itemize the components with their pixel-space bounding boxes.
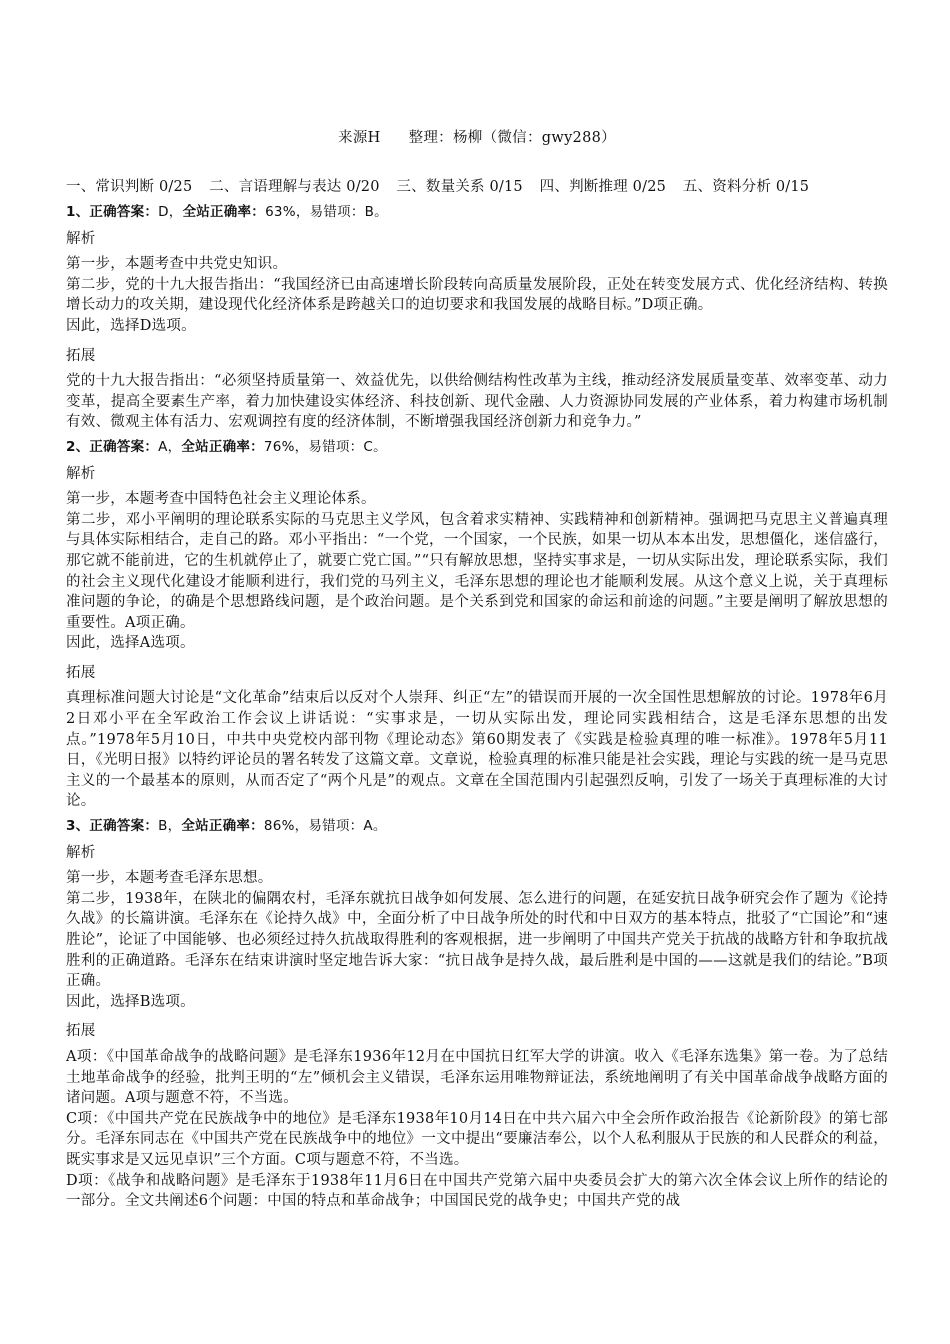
question-block <box>66 437 888 812</box>
page-header <box>66 126 888 147</box>
question-block <box>66 202 888 433</box>
analysis-label: 解析 <box>66 465 96 482</box>
analysis-paragraph: 因此，选择B选项。 <box>66 993 195 1010</box>
section-score: 一、常识判断 0/25 <box>66 179 193 195</box>
answer-line: 2、正确答案：A，全站正确率：76%，易错项：C。 <box>66 438 387 455</box>
section-score: 五、资料分析 0/15 <box>682 179 810 195</box>
answer-line: 3、正确答案：B，全站正确率：86%，易错项：A。 <box>66 818 387 835</box>
analysis-paragraph: 第一步，本题考查中共党史知识。 <box>66 256 288 273</box>
analysis-paragraph: 第二步，邓小平阐明的理论联系实际的马克思主义学风，包含着求实精神、实践精神和创新精神。强调把马克思主义普遍真理与具体实际相结合，走自己的路。邓小平指出：“一个党，一个国家，一个民族，如果一切从本本出发，思想僵化，迷信盛行，那它就不能前进，它的生机就停止了，就要亡党亡国。”“只有解放思想，坚持实事求是，一切从实际出发，理论联系实际，我们的社会主义现代化建设才能顺利进行，我们党的马列主义，毛泽东思想的理论也才能顺利发展。从这个意义上说，关于真理标准问题的争论，的确是个思想路线问题，是个政治问题。是个关系到党和国家的命运和前途的问题。”主要是阐明了解放思想的重要性。A项正确。 <box>66 511 888 631</box>
extension-label: 拓展 <box>66 1023 96 1040</box>
analysis-paragraph: 第一步，本题考查中国特色社会主义理论体系。 <box>66 491 376 508</box>
section-score-summary <box>66 175 888 196</box>
analysis-paragraph: 因此，选择D选项。 <box>66 317 196 334</box>
analysis-paragraph: 因此，选择A选项。 <box>66 635 195 652</box>
analysis-paragraph: 第二步，党的十九大报告指出：“我国经济已由高速增长阶段转向高质量发展阶段，正处在转变发展方式、优化经济结构、转换增长动力的攻关期，建设现代化经济体系是跨越关口的迫切要求和我国发展的战略目标。”D项正确。 <box>66 276 888 314</box>
extension-label: 拓展 <box>66 664 96 681</box>
analysis-paragraph: 第二步，1938年，在陕北的偏隅农村，毛泽东就抗日战争如何发展、怎么进行的问题，在延安抗日战争研究会作了题为《论持久战》的长篇讲演。毛泽东在《论持久战》中，全面分析了中日战争所处的时代和中日双方的基本特点，批驳了“亡国论”和“速胜论”，论证了中国能够、也必须经过持久抗战取得胜利的客观根据，进一步阐明了中国共产党关于抗战的战略方针和争取抗战胜利的正确道路。毛泽东在结束讲演时坚定地告诉大家：“抗日战争是持久战，最后胜利是中国的——这就是我们的结论。”B项正确。 <box>66 890 888 990</box>
analysis-paragraph: 第一步，本题考查毛泽东思想。 <box>66 870 273 887</box>
analysis-label: 解析 <box>66 230 96 247</box>
extension-paragraph: C项：《中国共产党在民族战争中的地位》是毛泽东1938年10月14日在中共六届六中全会所作政治报告《论新阶段》的第七部分。毛泽东同志在《中国共产党在民族战争中的地位》一文中提出“要廉洁奉公，以个人私利服从于民族的和人民群众的利益，既实事求是又远见卓识”三个方面。C项与题意不符，不当选。 <box>66 1110 888 1168</box>
extension-paragraph: A项：《中国革命战争的战略问题》是毛泽东1936年12月在中国抗日红军大学的讲演。收入《毛泽东选集》第一卷。为了总结土地革命战争的经验，批判王明的“左”倾机会主义错误，毛泽东运用唯物辩证法，系统地阐明了有关中国革命战争战略方面的诸问题。A项与题意不符，不当选。 <box>66 1048 888 1107</box>
question-block <box>66 816 888 1212</box>
answer-line: 1、正确答案：D，全站正确率：63%，易错项：B。 <box>66 204 388 220</box>
analysis-label: 解析 <box>66 844 96 861</box>
questions-content <box>66 202 888 1212</box>
organizer-label: 整理：杨柳（微信：gwy288） <box>408 130 616 146</box>
section-score: 三、数量关系 0/15 <box>396 179 523 195</box>
extension-paragraph: D项：《战争和战略问题》是毛泽东于1938年11月6日在中国共产党第六届中央委员会扩大的第六次全体会议上所作的结论的一部分。全文共阐述6个问题：中国的特点和革命战争；中国国民党的战争史；中国共产党的战 <box>66 1172 888 1210</box>
source-label: 来源H <box>338 130 381 146</box>
extension-label: 拓展 <box>66 347 96 364</box>
section-score: 二、言语理解与表达 0/20 <box>209 179 380 195</box>
extension-paragraph: 党的十九大报告指出：“必须坚持质量第一、效益优先，以供给侧结构性改革为主线，推动经济发展质量变革、效率变革、动力变革，提高全要素生产率，着力加快建设实体经济、科技创新、现代金融、人力资源协同发展的产业体系，着力构建市场机制有效、微观主体有活力、宏观调控有度的经济体制，不断增强我国经济创新力和竞争力。” <box>66 373 888 431</box>
extension-paragraph: 真理标准问题大讨论是“文化革命”结束后以反对个人崇拜、纠正“左”的错误而开展的一次全国性思想解放的讨论。1978年6月2日邓小平在全军政治工作会议上讲话说：“实事求是，一切从实际出发，理论同实践相结合，这是毛泽东思想的出发点。”1978年5月10日，中共中央党校内部刊物《理论动态》第60期发表了《实践是检验真理的唯一标准》。1978年5月11日，《光明日报》以特约评论员的署名转发了这篇文章。文章说，检验真理的标准只能是社会实践，理论与实践的统一是马克思主义的一个最基本的原则，从而否定了“两个凡是”的观点。文章在全国范围内引起强烈反响，引发了一场关于真理标准的大讨论。 <box>66 690 888 810</box>
section-score: 四、判断推理 0/25 <box>539 179 667 195</box>
